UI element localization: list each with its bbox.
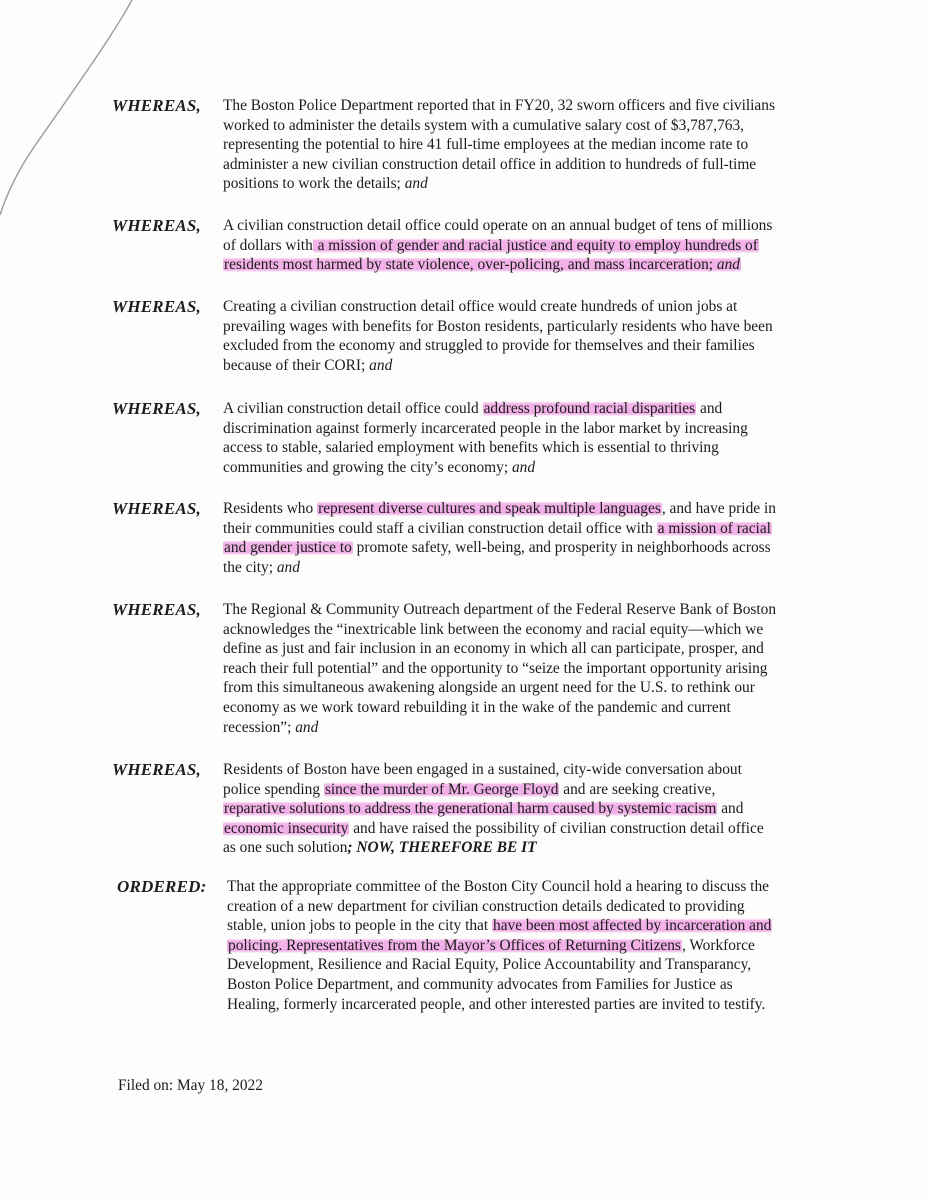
text-line: Creating a civilian construction detail office would create hundreds of union jobs at [223, 298, 738, 315]
text-line: police spending since the murder of Mr. George Floyd and are seeking creative, [223, 780, 716, 798]
highlighted-text: address profound racial disparities [483, 400, 696, 417]
text-line: the city; and [223, 558, 300, 576]
text-line: creation of a new department for civilian construction details dedicated to providing [227, 897, 745, 915]
highlighted-text: reparative solutions to address the generational harm caused by systemic racism [224, 800, 717, 818]
clause-text [223, 216, 823, 275]
text-line: and gender justice to promote safety, well-being, and prosperity in neighborhoods across [224, 539, 771, 557]
text-line: prevailing wages with benefits for Boston residents, particularly residents who have been [223, 317, 773, 335]
highlighted-text: since the murder of Mr. George Floyd [324, 780, 559, 798]
text-line: their communities could staff a civilian construction detail office with a mission of racial [223, 519, 771, 537]
clause-label: WHEREAS, [112, 399, 201, 418]
filed-date: Filed on: May 18, 2022 [118, 1077, 263, 1094]
clause-text [223, 96, 823, 194]
clause-label: ORDERED: [117, 877, 207, 896]
text-line: as one such solution; NOW, THEREFORE BE IT [223, 839, 537, 857]
clause-text [223, 600, 823, 737]
text-line: worked to administer the details system with a cumulative salary cost of $3,787,763, [223, 116, 745, 134]
therefore-phrase: ; NOW, THEREFORE BE IT [347, 839, 537, 857]
highlighted-text: economic insecurity [224, 819, 349, 837]
clause-text [223, 399, 823, 477]
text-line: Development, Resilience and Racial Equity, Police Accountability and Transparancy, [227, 956, 752, 974]
text-line: administer a new civilian construction detail office in addition to hundreds of full-time [223, 155, 757, 173]
clause-label: WHEREAS, [112, 760, 201, 779]
highlighted-text: a mission of racial [657, 519, 771, 537]
text-line: Residents who represent diverse cultures and speak multiple languages, and have pride in [223, 500, 776, 517]
highlighted-text: represent diverse cultures and speak multiple languages [318, 500, 661, 517]
text-line: The Regional & Community Outreach department of the Federal Reserve Bank of Boston [223, 601, 777, 618]
clause-label: WHEREAS, [112, 499, 201, 518]
clause-label: WHEREAS, [112, 96, 201, 115]
highlighted-text: have been most affected by incarceration and [493, 917, 772, 935]
text-line: That the appropriate committee of the Boston City Council hold a hearing to discuss the [227, 878, 769, 895]
text-line: access to stable, salaried employment with benefits which is essential to thriving [223, 439, 719, 457]
text-line: reparative solutions to address the generational harm caused by systemic racism and [224, 800, 744, 818]
text-line: because of their CORI; and [223, 356, 393, 374]
highlighted-text: residents most harmed by state violence, over-policing, and mass incarceration; and [224, 256, 740, 274]
text-line: discrimination against formerly incarcerated people in the labor market by increasing [223, 419, 748, 437]
clause-text [223, 760, 823, 858]
highlighted-text: and gender justice to [224, 539, 352, 557]
text-line: communities and growing the city’s economy; and [223, 458, 536, 476]
clause-label: WHEREAS, [112, 297, 201, 316]
text-line: representing the potential to hire 41 full-time employees at the median income rate to [223, 136, 749, 154]
text-line: acknowledges the “inextricable link between the economy and racial equity—which we [223, 620, 764, 638]
clause-text [227, 877, 827, 1014]
text-line: recession”; and [223, 718, 319, 736]
text-line: from this simultaneous awakening alongside an urgent need for the U.S. to rethink our [223, 679, 755, 697]
text-line: of dollars with a mission of gender and racial justice and equity to employ hundreds of [223, 236, 758, 254]
clause-text [223, 499, 823, 577]
text-line: define as just and fair inclusion in an economy in which all can participate, prosper, and [223, 640, 764, 658]
text-line: policing. Representatives from the Mayor’s Offices of Returning Citizens, Workforce [228, 936, 755, 954]
clause-label: WHEREAS, [112, 216, 201, 235]
text-line: excluded from the economy and struggled to provide for themselves and their families [223, 337, 755, 355]
clause-text [223, 297, 823, 375]
text-line: economic insecurity and have raised the possibility of civilian construction detail office [224, 819, 764, 837]
text-line: stable, union jobs to people in the city that have been most affected by incarceration and [227, 917, 772, 935]
text-line: Residents of Boston have been engaged in a sustained, city-wide conversation about [223, 761, 742, 778]
clause-label: WHEREAS, [112, 600, 201, 619]
text-line: positions to work the details; and [223, 175, 428, 193]
text-line: Boston Police Department, and community advocates from Families for Justice as [227, 975, 733, 993]
text-line [223, 255, 823, 275]
text-line: A civilian construction detail office could address profound racial disparities and [223, 400, 723, 417]
text-line: Healing, formerly incarcerated people, and other interested parties are invited to testify. [227, 995, 766, 1013]
text-line: The Boston Police Department reported that in FY20, 32 sworn officers and five civilians [223, 97, 775, 114]
highlighted-text: a mission of gender and racial justice and equity to employ hundreds of [313, 236, 758, 254]
highlighted-text: policing. Representatives from the Mayor’s Offices of Returning Citizens [228, 936, 681, 954]
text-line: economy as we work toward rebuilding it in the wake of the pandemic and current [223, 698, 731, 716]
text-line: reach their full potential” and the opportunity to “seize the important opportunity arising [223, 659, 768, 677]
text-line: A civilian construction detail office could operate on an annual budget of tens of millions [223, 217, 773, 234]
